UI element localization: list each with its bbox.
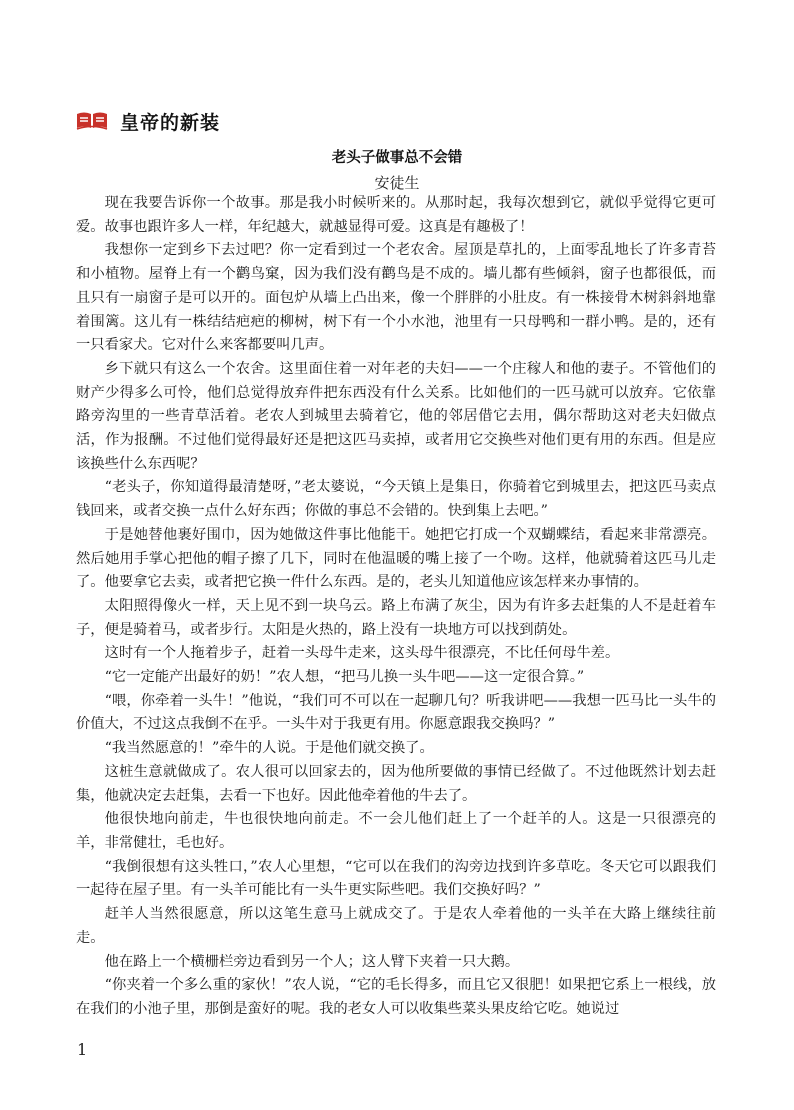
chapter-title: 皇帝的新装	[120, 111, 221, 134]
paragraph: “喂，你牵着一头牛！”他说，“我们可不可以在一起聊几句？听我讲吧——我想一匹马比一头牛的价值大，不过这点我倒不在乎。一头牛对于我更有用。你愿意跟我交换吗？”	[76, 692, 716, 733]
paragraph: 我想你一定到乡下去过吧？你一定看到过一个老农舍。屋顶是草扎的，上面零乱地长了许多青苔和小植物。屋脊上有一个鹳鸟窠，因为我们没有鹳鸟是不成的。墙儿都有些倾斜，窗子也都很低，而且只有一扇窗子是可以开的。面包炉从墙上凸出来，像一个胖胖的小肚皮。有一株接骨木树斜斜地靠着围篱。这儿有一株结结疤疤的柳树，树下有一个小水池，池里有一只母鸭和一群小鸭。是的，还有一只看家犬。它对什么来客都要叫几声。	[76, 242, 716, 354]
paragraph: 这桩生意就做成了。农人很可以回家去的，因为他所要做的事情已经做了。不过他既然计划去赶集，他就决定去赶集，去看一下也好。因此他牵着他的牛去了。	[76, 763, 716, 804]
story-title: 老头子做事总不会错	[331, 150, 463, 166]
paragraph: 他在路上一个横栅栏旁边看到另一个人；这人臂下夹着一只大鹅。	[104, 953, 520, 970]
paragraph: “我当然愿意的！”牵牛的人说。于是他们就交换了。	[104, 740, 434, 757]
paragraph: “我倒很想有这头牲口，”农人心里想，“它可以在我们的沟旁边找到许多草吃。冬天它可以跟我们一起待在屋子里。有一头羊可能比有一头牛更实际些吧。我们交换好吗？”	[76, 858, 716, 899]
paragraph: “它一定能产出最好的奶！”农人想，“把马儿换一头牛吧——这一定很合算。”	[104, 669, 585, 686]
chapter-header	[76, 106, 220, 136]
red-book-logo-icon	[76, 111, 108, 131]
paragraph: 这时有一个人拖着步子，赶着一头母牛走来，这头母牛很漂亮，不比任何母牛差。	[104, 645, 620, 662]
story-author: 安徒生	[374, 174, 420, 192]
story-body	[76, 192, 716, 1022]
paragraph: 他很快地向前走，牛也很快地向前走。不一会儿他们赶上了一个赶羊的人。这是一只很漂亮的羊，非常健壮，毛也好。	[76, 811, 716, 851]
paragraph: 赶羊人当然很愿意，所以这笔生意马上就成交了。于是农人牵着他的一头羊在大路上继续往前走。	[76, 906, 716, 946]
page-number: 1	[77, 1040, 88, 1059]
paragraph: 乡下就只有这么一个农舍。这里面住着一对年老的夫妇——一个庄稼人和他的妻子。不管他们的财产少得多么可怜，他们总觉得放弃件把东西没有什么关系。比如他们的一匹马就可以放弃。它依靠路旁沟里的一些青草活着。老农人到城里去骑着它，他的邻居借它去用，偶尔帮助这对老夫妇做点活，作为报酬。不过他们觉得最好还是把这匹马卖掉，或者用它交换些对他们更有用的东西。但是应该换些什么东西呢？	[76, 360, 716, 472]
paragraph: “你夹着一个多么重的家伙！”农人说，“它的毛长得多，而且它又很肥！如果把它系上一根线，放在我们的小池子里，那倒是蛮好的呢。我的老女人可以收集些菜头果皮给它吃。她说过	[76, 977, 716, 1017]
paragraph: 现在我要告诉你一个故事。那是我小时候听来的。从那时起，我每次想到它，就似乎觉得它更可爱。故事也跟许多人一样，年纪越大，就越显得可爱。这真是有趣极了！	[76, 195, 716, 235]
paragraph: “老头子，你知道得最清楚呀，”老太婆说，“今天镇上是集日，你骑着它到城里去，把这匹马卖点钱回来，或者交换一点什么好东西；你做的事总不会错的。快到集上去吧。”	[76, 479, 716, 520]
paragraph: 于是她替他裹好围巾，因为她做这件事比他能干。她把它打成一个双蝴蝶结，看起来非常漂亮。然后她用手掌心把他的帽子擦了几下，同时在他温暖的嘴上接了一个吻。这样，他就骑着这匹马儿走了。他要拿它去卖，或者把它换一件什么东西。是的，老头儿知道他应该怎样来办事情的。	[76, 526, 716, 591]
paragraph: 太阳照得像火一样，天上见不到一块乌云。路上布满了灰尘，因为有许多去赶集的人不是赶着车子，便是骑着马，或者步行。太阳是火热的，路上没有一块地方可以找到荫处。	[76, 597, 716, 638]
